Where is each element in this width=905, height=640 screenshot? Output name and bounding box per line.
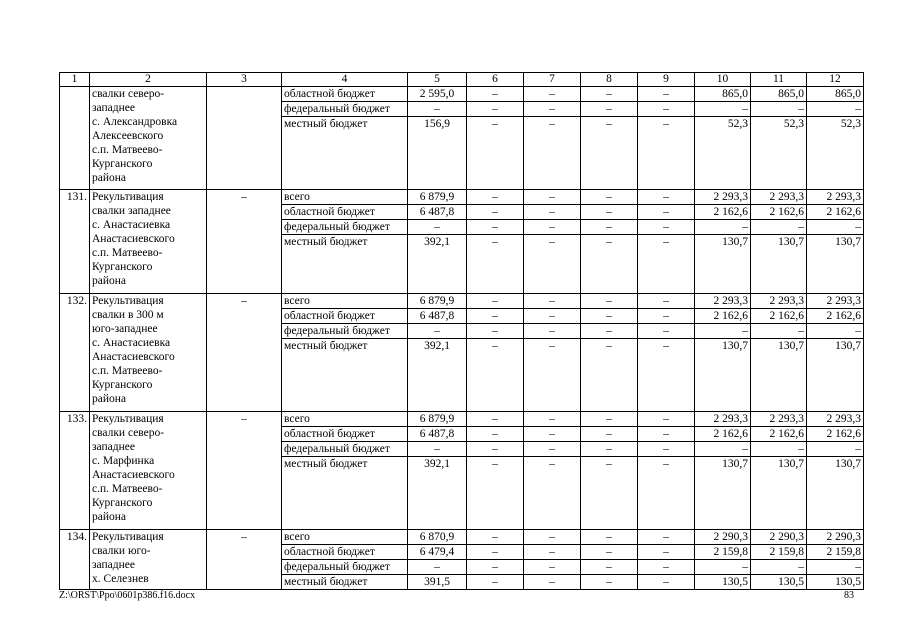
object-name-line: западнее: [92, 440, 135, 453]
value-c10: 2 162,6: [695, 426, 751, 441]
object-name-line: западнее: [92, 558, 135, 571]
value-c5: –: [408, 220, 467, 235]
value-c7: –: [524, 235, 581, 294]
value-c9: –: [638, 117, 695, 190]
value-c12: –: [807, 559, 864, 574]
value-c9: –: [638, 323, 695, 338]
value-c8: –: [581, 441, 638, 456]
object-name-line: района: [92, 275, 127, 287]
funding-source: всего: [282, 190, 408, 205]
row-number: 134.: [60, 529, 90, 589]
value-c8: –: [581, 293, 638, 308]
funding-source: областной бюджет: [282, 205, 408, 220]
value-c10: 2 293,3: [695, 293, 751, 308]
value-c6: –: [467, 323, 524, 338]
column-header-10: 10: [695, 73, 751, 87]
value-c11: 130,7: [751, 338, 807, 411]
funding-source: областной бюджет: [282, 87, 408, 102]
value-c9: –: [638, 529, 695, 544]
object-name-line: свалки западнее: [92, 205, 171, 217]
value-c9: –: [638, 293, 695, 308]
value-c10: 2 290,3: [695, 529, 751, 544]
value-c10: 865,0: [695, 87, 751, 102]
value-c7: –: [524, 87, 581, 102]
value-c8: –: [581, 529, 638, 544]
value-c6: –: [467, 293, 524, 308]
value-c5: –: [408, 102, 467, 117]
object-name-line: свалки юго-: [92, 544, 151, 557]
value-c10: 130,7: [695, 235, 751, 294]
header-row: [60, 73, 864, 87]
value-c8: –: [581, 220, 638, 235]
funding-source: федеральный бюджет: [282, 102, 408, 117]
object-name-line: Курганского: [92, 496, 153, 509]
value-c9: –: [638, 220, 695, 235]
value-c11: 52,3: [751, 117, 807, 190]
object-name-line: с.п. Матвеево-: [92, 247, 163, 259]
value-c7: –: [524, 411, 581, 426]
value-c12: –: [807, 102, 864, 117]
value-c11: 2 159,8: [751, 544, 807, 559]
column-3-cell: –: [207, 293, 282, 411]
value-c11: 2 162,6: [751, 205, 807, 220]
value-c10: 130,7: [695, 338, 751, 411]
column-3-cell: –: [207, 411, 282, 529]
value-c10: 130,7: [695, 456, 751, 529]
column-header-7: 7: [524, 73, 581, 87]
value-c6: –: [467, 87, 524, 102]
value-c6: –: [467, 308, 524, 323]
object-name-cell: [90, 411, 207, 529]
object-name-cell: [90, 293, 207, 411]
value-c6: –: [467, 117, 524, 190]
value-c12: –: [807, 441, 864, 456]
column-header-1: 1: [60, 73, 90, 87]
value-c5: 6 487,8: [408, 205, 467, 220]
funding-source: областной бюджет: [282, 426, 408, 441]
value-c11: 130,7: [751, 235, 807, 294]
value-c6: –: [467, 529, 524, 544]
object-name-line: х. Селезнев: [92, 572, 149, 585]
value-c8: –: [581, 308, 638, 323]
value-c10: 2 293,3: [695, 411, 751, 426]
value-c7: –: [524, 574, 581, 589]
funding-source: областной бюджет: [282, 544, 408, 559]
value-c10: 52,3: [695, 117, 751, 190]
value-c9: –: [638, 102, 695, 117]
value-c6: –: [467, 220, 524, 235]
value-c5: 391,5: [408, 574, 467, 589]
value-c8: –: [581, 323, 638, 338]
value-c5: 392,1: [408, 338, 467, 411]
object-name-line: юго-западнее: [92, 322, 158, 335]
value-c9: –: [638, 411, 695, 426]
value-c11: –: [751, 102, 807, 117]
value-c12: 130,7: [807, 456, 864, 529]
value-c6: –: [467, 102, 524, 117]
value-c8: –: [581, 559, 638, 574]
column-header-11: 11: [751, 73, 807, 87]
value-c12: 2 290,3: [807, 529, 864, 544]
value-c10: –: [695, 220, 751, 235]
value-c10: 130,5: [695, 574, 751, 589]
value-c7: –: [524, 441, 581, 456]
value-c9: –: [638, 190, 695, 205]
object-name-cell: [90, 87, 207, 190]
value-c10: –: [695, 323, 751, 338]
value-c5: 2 595,0: [408, 87, 467, 102]
value-c9: –: [638, 426, 695, 441]
column-header-4: 4: [282, 73, 408, 87]
value-c11: –: [751, 559, 807, 574]
value-c5: –: [408, 323, 467, 338]
value-c7: –: [524, 117, 581, 190]
value-c11: 130,5: [751, 574, 807, 589]
value-c5: 6 870,9: [408, 529, 467, 544]
file-path: Z:\ORST\Ppo\0601p386.f16.docx: [59, 590, 196, 601]
funding-source: местный бюджет: [282, 235, 408, 294]
column-3-cell: –: [207, 190, 282, 294]
table-row: [60, 190, 864, 205]
funding-source: местный бюджет: [282, 456, 408, 529]
value-c9: –: [638, 574, 695, 589]
row-number: 132.: [60, 293, 90, 411]
object-name-line: Рекультивация: [92, 191, 164, 203]
value-c8: –: [581, 102, 638, 117]
value-c12: 130,5: [807, 574, 864, 589]
value-c5: 392,1: [408, 235, 467, 294]
column-header-8: 8: [581, 73, 638, 87]
value-c9: –: [638, 544, 695, 559]
value-c5: 6 879,9: [408, 293, 467, 308]
object-name-line: свалки северо-: [92, 88, 165, 100]
value-c7: –: [524, 529, 581, 544]
value-c11: –: [751, 220, 807, 235]
value-c8: –: [581, 426, 638, 441]
value-c6: –: [467, 574, 524, 589]
value-c7: –: [524, 323, 581, 338]
value-c10: –: [695, 559, 751, 574]
value-c7: –: [524, 293, 581, 308]
object-name-line: с. Анастасиевка: [92, 219, 171, 231]
value-c6: –: [467, 190, 524, 205]
object-name-line: Анастасиевского: [92, 468, 175, 481]
object-name-line: западнее: [92, 102, 135, 114]
value-c5: 6 487,8: [408, 308, 467, 323]
value-c12: 2 162,6: [807, 308, 864, 323]
value-c8: –: [581, 411, 638, 426]
object-name-line: Курганского: [92, 158, 153, 170]
value-c12: 2 162,6: [807, 426, 864, 441]
funding-source: федеральный бюджет: [282, 441, 408, 456]
table-row: [60, 293, 864, 308]
row-number: 131.: [60, 190, 90, 294]
value-c8: –: [581, 338, 638, 411]
object-name-line: Курганского: [92, 261, 153, 273]
value-c11: 2 162,6: [751, 308, 807, 323]
value-c11: 2 290,3: [751, 529, 807, 544]
object-name-line: свалки в 300 м: [92, 308, 164, 321]
value-c11: –: [751, 441, 807, 456]
object-name-line: Курганского: [92, 378, 153, 391]
value-c6: –: [467, 559, 524, 574]
value-c9: –: [638, 456, 695, 529]
value-c5: 6 487,8: [408, 426, 467, 441]
table-row: [60, 529, 864, 544]
value-c7: –: [524, 220, 581, 235]
table-row: [60, 87, 864, 102]
value-c12: –: [807, 323, 864, 338]
column-header-9: 9: [638, 73, 695, 87]
object-name-line: района: [92, 510, 127, 523]
object-name-line: с.п. Матвеево-: [92, 482, 163, 495]
column-header-3: 3: [207, 73, 282, 87]
value-c6: –: [467, 544, 524, 559]
column-3-cell: [207, 87, 282, 190]
value-c5: 6 879,9: [408, 411, 467, 426]
value-c7: –: [524, 205, 581, 220]
object-name-cell: [90, 529, 207, 589]
value-c8: –: [581, 456, 638, 529]
value-c12: 2 162,6: [807, 205, 864, 220]
object-name-line: с.п. Матвеево-: [92, 144, 163, 156]
column-3-cell: –: [207, 529, 282, 589]
value-c7: –: [524, 338, 581, 411]
value-c12: 52,3: [807, 117, 864, 190]
value-c9: –: [638, 235, 695, 294]
value-c12: 130,7: [807, 235, 864, 294]
row-number: [60, 87, 90, 190]
value-c10: –: [695, 102, 751, 117]
object-name-line: района: [92, 392, 127, 405]
value-c8: –: [581, 205, 638, 220]
value-c9: –: [638, 441, 695, 456]
value-c11: 2 293,3: [751, 411, 807, 426]
funding-source: всего: [282, 411, 408, 426]
column-header-6: 6: [467, 73, 524, 87]
value-c11: 2 293,3: [751, 190, 807, 205]
value-c8: –: [581, 190, 638, 205]
object-name-cell: [90, 190, 207, 294]
value-c12: 2 293,3: [807, 190, 864, 205]
value-c10: 2 162,6: [695, 308, 751, 323]
value-c8: –: [581, 87, 638, 102]
value-c8: –: [581, 574, 638, 589]
value-c9: –: [638, 87, 695, 102]
value-c11: 865,0: [751, 87, 807, 102]
object-name-line: с. Александровка: [92, 116, 178, 128]
value-c12: 130,7: [807, 338, 864, 411]
object-name-line: с. Марфинка: [92, 454, 155, 467]
table-body: [60, 73, 864, 590]
value-c9: –: [638, 559, 695, 574]
row-number: 133.: [60, 411, 90, 529]
value-c11: 2 162,6: [751, 426, 807, 441]
funding-source: федеральный бюджет: [282, 559, 408, 574]
value-c5: 156,9: [408, 117, 467, 190]
object-name-line: Рекультивация: [92, 294, 164, 307]
value-c9: –: [638, 308, 695, 323]
value-c6: –: [467, 411, 524, 426]
value-c7: –: [524, 102, 581, 117]
funding-source: федеральный бюджет: [282, 323, 408, 338]
object-name-line: с. Анастасиевка: [92, 336, 171, 349]
funding-source: местный бюджет: [282, 338, 408, 411]
table-row: [60, 411, 864, 426]
value-c9: –: [638, 338, 695, 411]
value-c6: –: [467, 338, 524, 411]
value-c7: –: [524, 544, 581, 559]
object-name-line: Анастасиевского: [92, 350, 175, 363]
value-c7: –: [524, 559, 581, 574]
value-c7: –: [524, 456, 581, 529]
funding-source: местный бюджет: [282, 117, 408, 190]
value-c10: 2 293,3: [695, 190, 751, 205]
value-c5: –: [408, 559, 467, 574]
value-c10: 2 162,6: [695, 205, 751, 220]
value-c7: –: [524, 190, 581, 205]
column-header-12: 12: [807, 73, 864, 87]
object-name-line: свалки северо-: [92, 426, 165, 439]
value-c11: 130,7: [751, 456, 807, 529]
object-name-line: Рекультивация: [92, 530, 164, 543]
value-c12: –: [807, 220, 864, 235]
funding-source: областной бюджет: [282, 308, 408, 323]
value-c12: 2 159,8: [807, 544, 864, 559]
value-c9: –: [638, 205, 695, 220]
value-c6: –: [467, 205, 524, 220]
column-header-2: 2: [90, 73, 207, 87]
object-name-line: Анастасиевского: [92, 233, 175, 245]
object-name-line: района: [92, 172, 127, 184]
value-c11: –: [751, 323, 807, 338]
value-c7: –: [524, 426, 581, 441]
funding-source: всего: [282, 529, 408, 544]
object-name-line: с.п. Матвеево-: [92, 364, 163, 377]
object-name-line: Рекультивация: [92, 412, 164, 425]
column-header-5: 5: [408, 73, 467, 87]
budget-table: [59, 72, 864, 590]
object-name-line: Алексеевского: [92, 130, 164, 142]
funding-source: федеральный бюджет: [282, 220, 408, 235]
value-c8: –: [581, 235, 638, 294]
value-c11: 2 293,3: [751, 293, 807, 308]
value-c5: 6 879,9: [408, 190, 467, 205]
page-number: 83: [844, 590, 854, 601]
value-c12: 2 293,3: [807, 411, 864, 426]
value-c8: –: [581, 117, 638, 190]
value-c6: –: [467, 456, 524, 529]
funding-source: местный бюджет: [282, 574, 408, 589]
value-c12: 865,0: [807, 87, 864, 102]
value-c7: –: [524, 308, 581, 323]
funding-source: всего: [282, 293, 408, 308]
value-c5: 392,1: [408, 456, 467, 529]
value-c8: –: [581, 544, 638, 559]
value-c5: –: [408, 441, 467, 456]
value-c6: –: [467, 426, 524, 441]
value-c12: 2 293,3: [807, 293, 864, 308]
value-c6: –: [467, 235, 524, 294]
value-c10: 2 159,8: [695, 544, 751, 559]
value-c10: –: [695, 441, 751, 456]
value-c6: –: [467, 441, 524, 456]
value-c5: 6 479,4: [408, 544, 467, 559]
